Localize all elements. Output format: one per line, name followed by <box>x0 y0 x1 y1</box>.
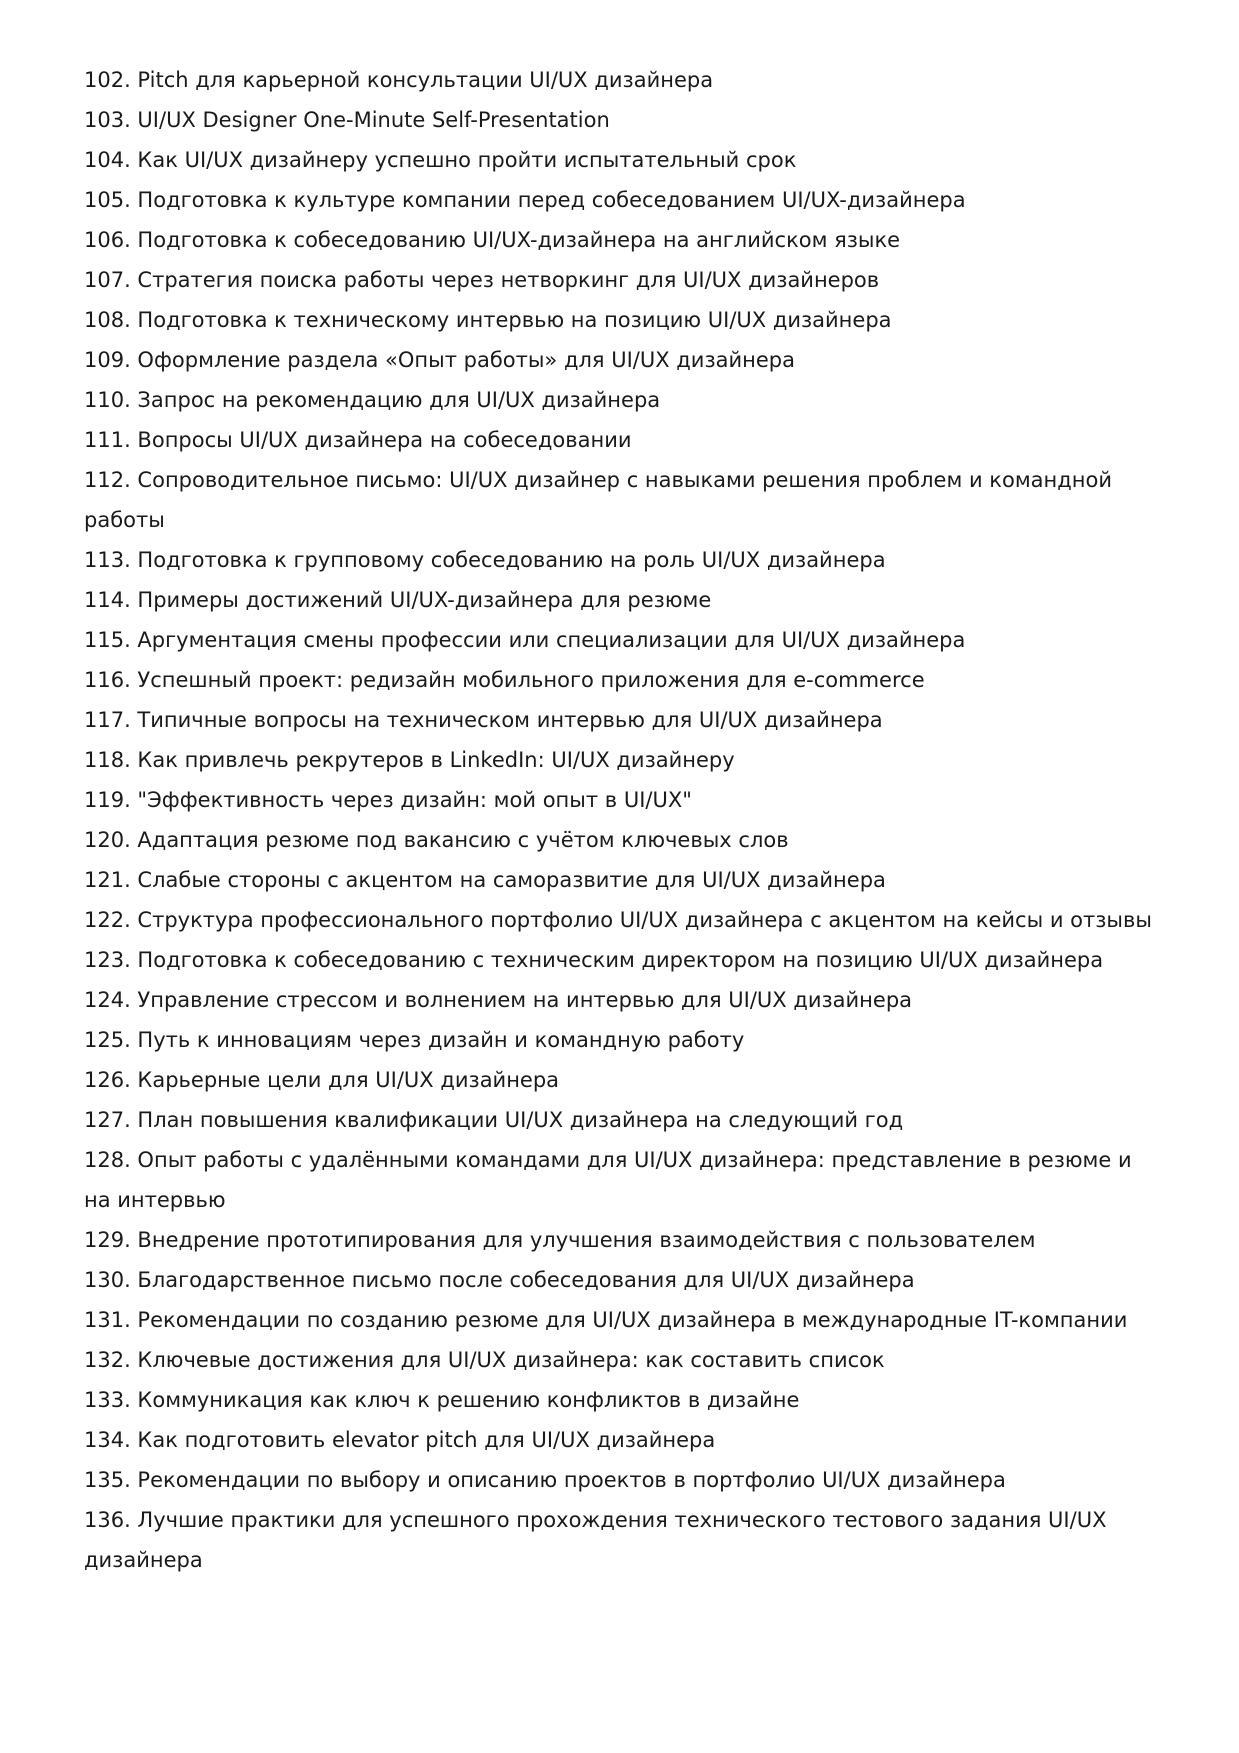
list-item: 119. "Эффективность через дизайн: мой опыт в UI/UX" <box>84 788 692 812</box>
list-item: 112. Сопроводительное письмо: UI/UX дизайнер с навыками решения проблем и командной работы <box>84 468 1113 532</box>
list-item: 117. Типичные вопросы на техническом интервью для UI/UX дизайнера <box>84 708 883 732</box>
list-item: 108. Подготовка к техническому интервью на позицию UI/UX дизайнера <box>84 308 892 332</box>
list-item: 103. UI/UX Designer One-Minute Self-Presentation <box>84 108 610 132</box>
list-item: 104. Как UI/UX дизайнеру успешно пройти испытательный срок <box>84 148 797 172</box>
list-item: 132. Ключевые достижения для UI/UX дизайнера: как составить список <box>84 1348 885 1372</box>
list-item: 122. Структура профессионального портфолио UI/UX дизайнера с акцентом на кейсы и отзывы <box>84 908 1152 932</box>
list-item: 125. Путь к инновациям через дизайн и командную работу <box>84 1028 745 1052</box>
list-item: 116. Успешный проект: редизайн мобильного приложения для e-commerce <box>84 668 925 692</box>
list-item: 107. Стратегия поиска работы через нетворкинг для UI/UX дизайнеров <box>84 268 880 292</box>
list-item: 121. Слабые стороны с акцентом на саморазвитие для UI/UX дизайнера <box>84 868 886 892</box>
list-item: 118. Как привлечь рекрутеров в LinkedIn: UI/UX дизайнеру <box>84 748 735 772</box>
document-page <box>84 60 1160 1580</box>
list-item: 120. Адаптация резюме под вакансию с учётом ключевых слов <box>84 828 789 852</box>
list-item: 105. Подготовка к культуре компании перед собеседованием UI/UX-дизайнера <box>84 188 966 212</box>
list-item: 115. Аргументация смены профессии или специализации для UI/UX дизайнера <box>84 628 966 652</box>
list-item: 111. Вопросы UI/UX дизайнера на собеседовании <box>84 428 632 452</box>
list-item: 131. Рекомендации по созданию резюме для UI/UX дизайнера в международные IT-компании <box>84 1308 1128 1332</box>
list-item: 113. Подготовка к групповому собеседованию на роль UI/UX дизайнера <box>84 548 886 572</box>
list-item: 130. Благодарственное письмо после собеседования для UI/UX дизайнера <box>84 1268 915 1292</box>
list-item: 109. Оформление раздела «Опыт работы» для UI/UX дизайнера <box>84 348 795 372</box>
list-item: 129. Внедрение прототипирования для улучшения взаимодействия с пользователем <box>84 1228 1036 1252</box>
list-item: 124. Управление стрессом и волнением на интервью для UI/UX дизайнера <box>84 988 913 1012</box>
list-item: 123. Подготовка к собеседованию с техническим директором на позицию UI/UX дизайнера <box>84 948 1104 972</box>
list-item: 102. Pitch для карьерной консультации UI/UX дизайнера <box>84 68 714 92</box>
list-item: 114. Примеры достижений UI/UX-дизайнера для резюме <box>84 588 712 612</box>
list-item: 133. Коммуникация как ключ к решению конфликтов в дизайне <box>84 1388 800 1412</box>
list-item: 106. Подготовка к собеседованию UI/UX-дизайнера на английском языке <box>84 228 901 252</box>
list-item: 135. Рекомендации по выбору и описанию проектов в портфолио UI/UX дизайнера <box>84 1468 1006 1492</box>
list-item: 134. Как подготовить elevator pitch для UI/UX дизайнера <box>84 1428 716 1452</box>
list-item: 127. План повышения квалификации UI/UX дизайнера на следующий год <box>84 1108 904 1132</box>
topic-list <box>84 60 1160 1580</box>
list-item: 126. Карьерные цели для UI/UX дизайнера <box>84 1068 560 1092</box>
list-item: 110. Запрос на рекомендацию для UI/UX дизайнера <box>84 388 661 412</box>
list-item: 128. Опыт работы с удалёнными командами для UI/UX дизайнера: представление в резюме и на интервью <box>84 1148 1132 1212</box>
list-item: 136. Лучшие практики для успешного прохождения технического тестового задания UI/UX дизайнера <box>84 1508 1107 1572</box>
